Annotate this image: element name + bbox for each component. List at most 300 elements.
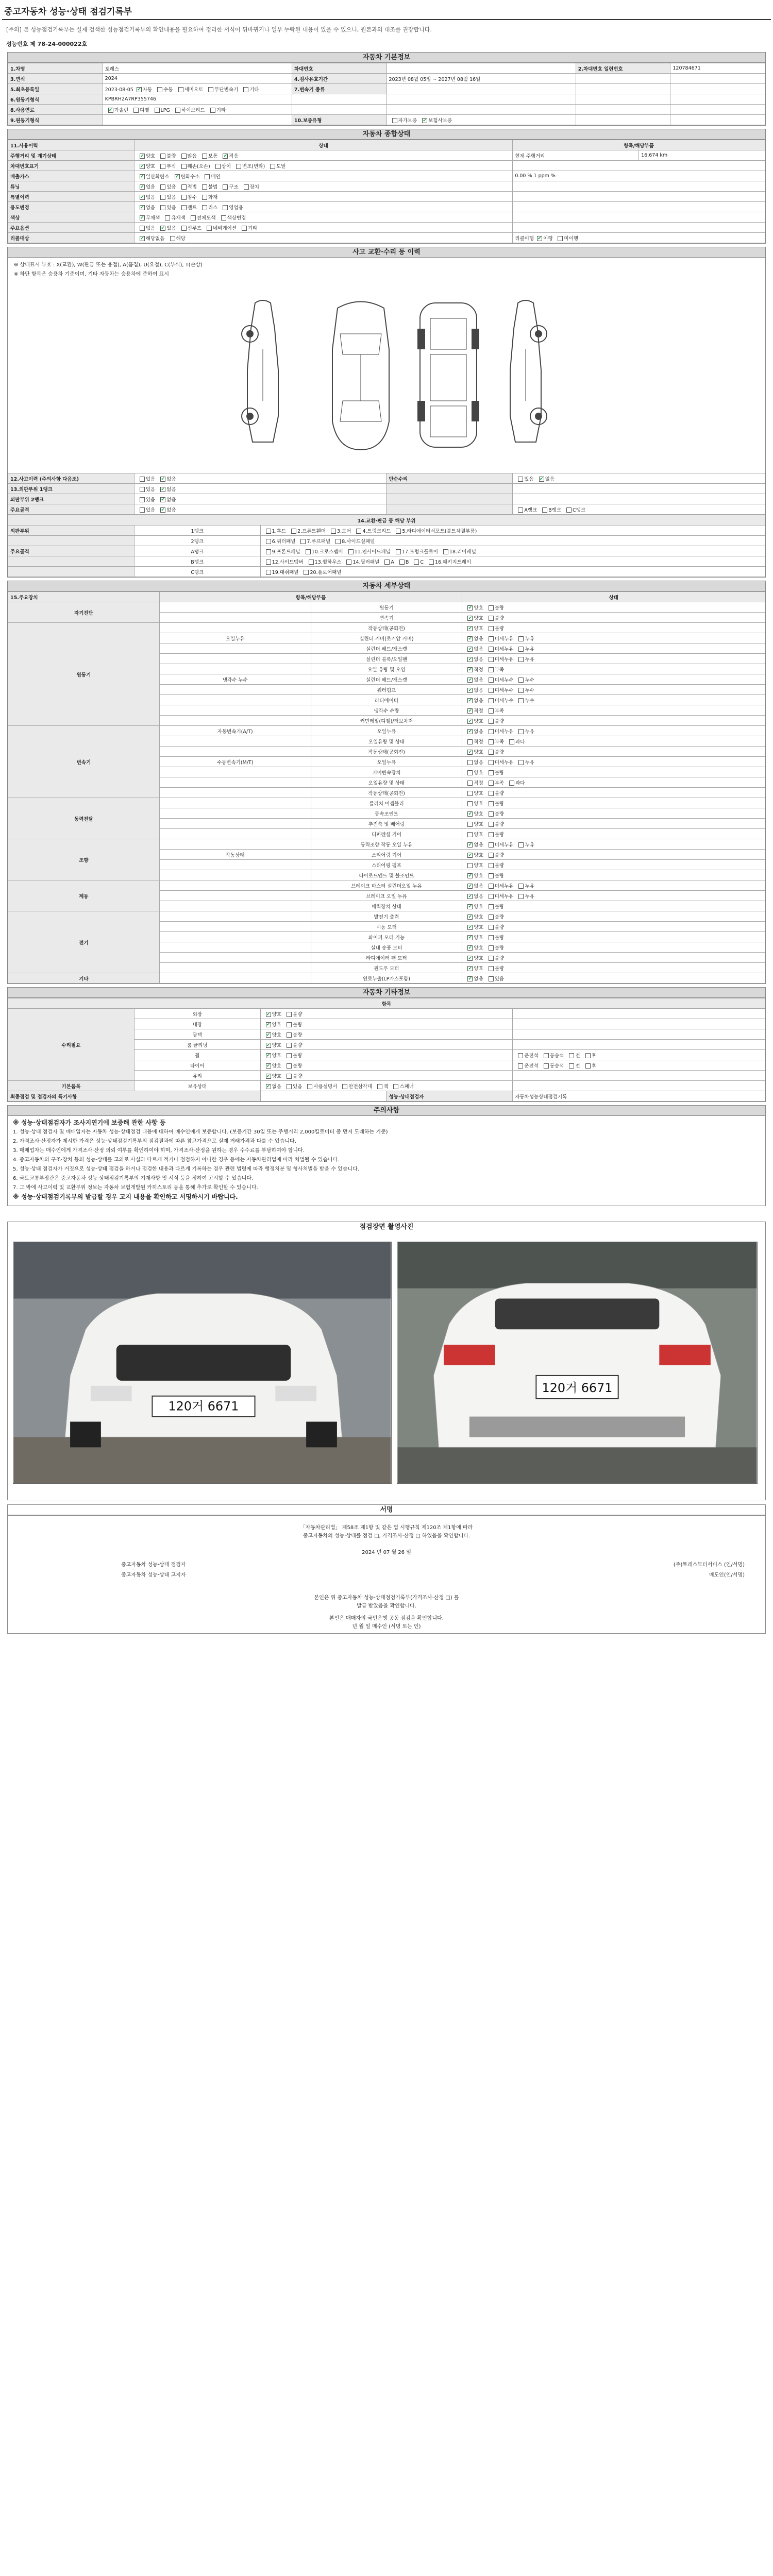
checkbox-option[interactable] bbox=[485, 964, 504, 972]
checkbox-option[interactable] bbox=[464, 789, 483, 796]
checkbox-option[interactable] bbox=[105, 106, 129, 113]
checkbox[interactable] bbox=[489, 863, 494, 868]
checkbox[interactable] bbox=[518, 698, 524, 703]
checkbox-option[interactable] bbox=[485, 831, 504, 838]
checkbox[interactable] bbox=[518, 688, 524, 693]
checkbox[interactable] bbox=[518, 636, 524, 641]
checkbox-option[interactable] bbox=[485, 676, 514, 683]
checkbox[interactable] bbox=[202, 184, 207, 190]
checkbox-option[interactable] bbox=[175, 86, 204, 93]
checkbox-option[interactable] bbox=[464, 727, 483, 735]
checkbox-option[interactable] bbox=[464, 964, 483, 972]
checkbox-option[interactable] bbox=[137, 234, 165, 242]
checkbox-option[interactable] bbox=[389, 116, 417, 124]
checkbox-option[interactable] bbox=[464, 800, 483, 807]
checkbox[interactable] bbox=[467, 636, 473, 641]
checkbox-option[interactable] bbox=[534, 234, 552, 242]
checkbox-option[interactable] bbox=[178, 152, 197, 159]
checkbox[interactable] bbox=[181, 164, 187, 169]
checkbox[interactable] bbox=[331, 529, 336, 534]
checkbox[interactable] bbox=[544, 1063, 549, 1069]
checkbox-option[interactable] bbox=[515, 697, 534, 704]
checkbox-option[interactable] bbox=[157, 152, 176, 159]
checkbox[interactable] bbox=[137, 87, 142, 92]
checkbox[interactable] bbox=[335, 539, 341, 544]
checkbox[interactable] bbox=[348, 549, 354, 554]
checkbox-option[interactable] bbox=[263, 1041, 281, 1048]
checkbox-option[interactable] bbox=[485, 769, 504, 776]
checkbox-option[interactable] bbox=[464, 655, 483, 663]
checkbox-option[interactable] bbox=[199, 193, 217, 200]
checkbox-option[interactable] bbox=[303, 548, 343, 555]
checkbox[interactable] bbox=[489, 884, 494, 889]
checkbox-option[interactable] bbox=[239, 224, 257, 231]
checkbox-option[interactable] bbox=[566, 1062, 580, 1069]
checkbox-option[interactable] bbox=[240, 86, 259, 93]
checkbox[interactable] bbox=[489, 914, 494, 920]
checkbox[interactable] bbox=[414, 560, 419, 565]
checkbox[interactable] bbox=[489, 945, 494, 951]
checkbox[interactable] bbox=[467, 626, 473, 631]
checkbox[interactable] bbox=[467, 873, 473, 878]
checkbox-option[interactable] bbox=[212, 162, 231, 170]
checkbox-option[interactable] bbox=[339, 1082, 372, 1090]
checkbox[interactable] bbox=[170, 236, 175, 241]
checkbox[interactable] bbox=[205, 174, 210, 179]
checkbox-option[interactable] bbox=[157, 485, 176, 493]
checkbox[interactable] bbox=[392, 118, 397, 123]
checkbox[interactable] bbox=[489, 822, 494, 827]
checkbox-option[interactable] bbox=[464, 717, 483, 724]
checkbox[interactable] bbox=[266, 1074, 271, 1079]
checkbox[interactable] bbox=[287, 1032, 292, 1038]
checkbox-option[interactable] bbox=[157, 162, 176, 170]
checkbox-option[interactable] bbox=[220, 152, 238, 159]
checkbox-option[interactable] bbox=[485, 779, 504, 786]
checkbox[interactable] bbox=[266, 1063, 271, 1069]
checkbox-option[interactable] bbox=[464, 892, 483, 900]
checkbox[interactable] bbox=[467, 853, 473, 858]
checkbox[interactable] bbox=[489, 842, 494, 848]
checkbox[interactable] bbox=[489, 781, 494, 786]
checkbox-option[interactable] bbox=[566, 1052, 580, 1059]
checkbox[interactable] bbox=[108, 108, 113, 113]
checkbox[interactable] bbox=[266, 549, 271, 554]
checkbox-option[interactable] bbox=[464, 666, 483, 673]
checkbox[interactable] bbox=[287, 1084, 292, 1089]
checkbox[interactable] bbox=[160, 507, 165, 513]
checkbox[interactable] bbox=[396, 529, 401, 534]
checkbox-option[interactable] bbox=[515, 758, 534, 766]
checkbox[interactable] bbox=[569, 1053, 574, 1058]
checkbox-option[interactable] bbox=[464, 841, 483, 848]
checkbox-option[interactable] bbox=[485, 666, 504, 673]
checkbox[interactable] bbox=[140, 215, 145, 221]
checkbox-option[interactable] bbox=[263, 568, 299, 575]
checkbox-option[interactable] bbox=[515, 892, 534, 900]
checkbox-option[interactable] bbox=[263, 1062, 281, 1069]
checkbox[interactable] bbox=[489, 832, 494, 837]
checkbox-option[interactable] bbox=[485, 727, 514, 735]
checkbox-option[interactable] bbox=[515, 655, 534, 663]
checkbox[interactable] bbox=[266, 1022, 271, 1027]
checkbox-option[interactable] bbox=[137, 485, 155, 493]
checkbox-option[interactable] bbox=[332, 537, 375, 545]
checkbox[interactable] bbox=[467, 719, 473, 724]
checkbox-option[interactable] bbox=[137, 152, 155, 159]
checkbox[interactable] bbox=[489, 667, 494, 672]
checkbox-option[interactable] bbox=[464, 851, 483, 858]
checkbox[interactable] bbox=[467, 935, 473, 940]
checkbox-option[interactable] bbox=[464, 738, 483, 745]
checkbox[interactable] bbox=[140, 487, 145, 492]
checkbox[interactable] bbox=[244, 184, 249, 190]
checkbox[interactable] bbox=[467, 605, 473, 611]
checkbox[interactable] bbox=[155, 108, 160, 113]
checkbox-option[interactable] bbox=[464, 748, 483, 755]
checkbox[interactable] bbox=[467, 760, 473, 765]
checkbox[interactable] bbox=[342, 1084, 347, 1089]
checkbox-option[interactable] bbox=[263, 1010, 281, 1018]
checkbox[interactable] bbox=[266, 1032, 271, 1038]
checkbox-option[interactable] bbox=[263, 537, 296, 545]
checkbox-option[interactable] bbox=[485, 954, 504, 961]
checkbox-option[interactable] bbox=[157, 204, 176, 211]
checkbox[interactable] bbox=[291, 529, 296, 534]
checkbox-option[interactable] bbox=[288, 527, 326, 534]
checkbox-option[interactable] bbox=[485, 934, 504, 941]
checkbox-option[interactable] bbox=[199, 204, 217, 211]
checkbox-option[interactable] bbox=[328, 527, 351, 534]
checkbox-option[interactable] bbox=[283, 1010, 302, 1018]
checkbox-option[interactable] bbox=[464, 686, 483, 693]
checkbox[interactable] bbox=[165, 215, 170, 221]
checkbox[interactable] bbox=[489, 956, 494, 961]
checkbox-option[interactable] bbox=[220, 204, 243, 211]
checkbox[interactable] bbox=[208, 87, 213, 92]
checkbox[interactable] bbox=[140, 226, 145, 231]
checkbox-option[interactable] bbox=[263, 1082, 281, 1090]
checkbox[interactable] bbox=[396, 549, 401, 554]
checkbox[interactable] bbox=[266, 1053, 271, 1058]
checkbox[interactable] bbox=[160, 477, 165, 482]
checkbox[interactable] bbox=[467, 729, 473, 734]
checkbox-option[interactable] bbox=[188, 214, 216, 221]
checkbox[interactable] bbox=[489, 811, 494, 817]
checkbox-option[interactable] bbox=[137, 162, 155, 170]
checkbox[interactable] bbox=[309, 560, 314, 565]
checkbox-option[interactable] bbox=[485, 604, 504, 611]
checkbox-option[interactable] bbox=[515, 727, 534, 735]
checkbox-option[interactable] bbox=[485, 707, 504, 714]
checkbox[interactable] bbox=[160, 195, 165, 200]
checkbox[interactable] bbox=[140, 497, 145, 502]
checkbox-option[interactable] bbox=[396, 560, 409, 565]
checkbox-option[interactable] bbox=[464, 954, 483, 961]
checkbox[interactable] bbox=[140, 164, 145, 169]
checkbox-option[interactable] bbox=[201, 173, 220, 180]
checkbox[interactable] bbox=[266, 560, 271, 565]
checkbox[interactable] bbox=[160, 205, 165, 210]
checkbox[interactable] bbox=[266, 1043, 271, 1048]
checkbox[interactable] bbox=[467, 832, 473, 837]
checkbox[interactable] bbox=[489, 739, 494, 744]
checkbox[interactable] bbox=[140, 236, 145, 241]
checkbox[interactable] bbox=[489, 760, 494, 765]
buyer-signature-line[interactable]: 년 월 일 매수인 (서명 또는 인) bbox=[352, 1624, 421, 1630]
checkbox[interactable] bbox=[537, 236, 542, 241]
checkbox-option[interactable] bbox=[485, 717, 504, 724]
checkbox[interactable] bbox=[539, 477, 544, 482]
checkbox-option[interactable] bbox=[464, 975, 483, 982]
checkbox-option[interactable] bbox=[464, 604, 483, 611]
checkbox-option[interactable] bbox=[172, 173, 200, 180]
checkbox[interactable] bbox=[467, 708, 473, 714]
checkbox[interactable] bbox=[518, 894, 524, 899]
checkbox-option[interactable] bbox=[297, 537, 330, 545]
checkbox[interactable] bbox=[140, 184, 145, 190]
checkbox[interactable] bbox=[467, 781, 473, 786]
checkbox-option[interactable] bbox=[178, 204, 197, 211]
checkbox[interactable] bbox=[223, 205, 228, 210]
checkbox[interactable] bbox=[202, 205, 207, 210]
checkbox[interactable] bbox=[467, 956, 473, 961]
checkbox[interactable] bbox=[266, 1084, 271, 1089]
checkbox-option[interactable] bbox=[172, 106, 205, 113]
checkbox[interactable] bbox=[140, 507, 145, 513]
checkbox-option[interactable] bbox=[162, 214, 186, 221]
checkbox-option[interactable] bbox=[515, 676, 534, 683]
checkbox-option[interactable] bbox=[157, 183, 176, 190]
checkbox-option[interactable] bbox=[485, 903, 504, 910]
checkbox[interactable] bbox=[509, 739, 514, 744]
checkbox[interactable] bbox=[140, 154, 145, 159]
checkbox[interactable] bbox=[467, 884, 473, 889]
checkbox-option[interactable] bbox=[515, 475, 533, 482]
checkbox-option[interactable] bbox=[515, 1052, 539, 1059]
checkbox-option[interactable] bbox=[157, 475, 176, 482]
checkbox-option[interactable] bbox=[137, 496, 155, 503]
checkbox[interactable] bbox=[518, 1053, 523, 1058]
checkbox-option[interactable] bbox=[464, 820, 483, 827]
checkbox-option[interactable] bbox=[137, 214, 160, 221]
checkbox-option[interactable] bbox=[515, 635, 534, 642]
checkbox[interactable] bbox=[287, 1012, 292, 1017]
checkbox[interactable] bbox=[202, 154, 207, 159]
checkbox[interactable] bbox=[489, 626, 494, 631]
checkbox[interactable] bbox=[133, 108, 139, 113]
checkbox-option[interactable] bbox=[464, 810, 483, 817]
checkbox[interactable] bbox=[160, 487, 165, 492]
checkbox-option[interactable] bbox=[207, 106, 226, 113]
checkbox-option[interactable] bbox=[263, 527, 286, 534]
checkbox-option[interactable] bbox=[283, 1021, 302, 1028]
checkbox-option[interactable] bbox=[515, 1062, 539, 1069]
checkbox[interactable] bbox=[467, 616, 473, 621]
checkbox-option[interactable] bbox=[536, 475, 554, 482]
checkbox[interactable] bbox=[544, 1053, 549, 1058]
checkbox-option[interactable] bbox=[485, 944, 504, 951]
checkbox-option[interactable] bbox=[485, 975, 504, 982]
checkbox-option[interactable] bbox=[393, 548, 438, 555]
checkbox-option[interactable] bbox=[582, 1052, 596, 1059]
checkbox[interactable] bbox=[489, 894, 494, 899]
checkbox-option[interactable] bbox=[464, 934, 483, 941]
checkbox-option[interactable] bbox=[390, 1082, 414, 1090]
checkbox-option[interactable] bbox=[137, 224, 155, 231]
checkbox-option[interactable] bbox=[515, 506, 537, 513]
checkbox-option[interactable] bbox=[464, 861, 483, 869]
checkbox-option[interactable] bbox=[263, 1031, 281, 1038]
checkbox[interactable] bbox=[140, 174, 145, 179]
checkbox[interactable] bbox=[429, 560, 434, 565]
checkbox[interactable] bbox=[467, 811, 473, 817]
checkbox-option[interactable] bbox=[137, 204, 155, 211]
checkbox-option[interactable] bbox=[485, 882, 514, 889]
checkbox-option[interactable] bbox=[345, 548, 391, 555]
checkbox[interactable] bbox=[489, 904, 494, 909]
checkbox[interactable] bbox=[306, 549, 311, 554]
checkbox[interactable] bbox=[489, 925, 494, 930]
checkbox[interactable] bbox=[356, 529, 361, 534]
checkbox[interactable] bbox=[467, 667, 473, 672]
checkbox[interactable] bbox=[300, 539, 306, 544]
checkbox[interactable] bbox=[467, 822, 473, 827]
checkbox[interactable] bbox=[518, 677, 524, 683]
checkbox-option[interactable] bbox=[393, 527, 477, 534]
checkbox-option[interactable] bbox=[464, 676, 483, 683]
checkbox[interactable] bbox=[287, 1043, 292, 1048]
checkbox-option[interactable] bbox=[485, 738, 504, 745]
checkbox-option[interactable] bbox=[485, 851, 504, 858]
appraiser-name[interactable]: 매도인(인/서명) bbox=[709, 1572, 745, 1578]
checkbox-option[interactable] bbox=[283, 1062, 302, 1069]
checkbox[interactable] bbox=[266, 539, 271, 544]
checkbox[interactable] bbox=[489, 677, 494, 683]
checkbox[interactable] bbox=[160, 184, 165, 190]
checkbox[interactable] bbox=[489, 853, 494, 858]
checkbox[interactable] bbox=[157, 87, 162, 92]
checkbox-option[interactable] bbox=[485, 655, 514, 663]
checkbox-option[interactable] bbox=[300, 568, 341, 575]
checkbox[interactable] bbox=[518, 477, 523, 482]
checkbox[interactable] bbox=[467, 750, 473, 755]
checkbox[interactable] bbox=[467, 688, 473, 693]
checkbox[interactable] bbox=[518, 507, 523, 513]
checkbox[interactable] bbox=[140, 195, 145, 200]
checkbox[interactable] bbox=[266, 1012, 271, 1017]
checkbox[interactable] bbox=[175, 108, 180, 113]
checkbox[interactable] bbox=[489, 708, 494, 714]
checkbox[interactable] bbox=[518, 842, 524, 848]
checkbox[interactable] bbox=[518, 657, 524, 662]
checkbox[interactable] bbox=[243, 87, 248, 92]
checkbox-option[interactable] bbox=[554, 234, 578, 242]
checkbox-option[interactable] bbox=[485, 872, 504, 879]
checkbox-option[interactable] bbox=[263, 1052, 281, 1059]
checkbox-option[interactable] bbox=[152, 108, 170, 113]
checkbox-option[interactable] bbox=[515, 645, 534, 652]
checkbox-option[interactable] bbox=[157, 506, 176, 513]
checkbox[interactable] bbox=[181, 205, 187, 210]
checkbox[interactable] bbox=[181, 184, 187, 190]
checkbox-option[interactable] bbox=[381, 560, 394, 565]
checkbox-option[interactable] bbox=[304, 1082, 337, 1090]
checkbox-option[interactable] bbox=[137, 173, 170, 180]
checkbox[interactable] bbox=[467, 677, 473, 683]
checkbox-option[interactable] bbox=[263, 548, 300, 555]
checkbox[interactable] bbox=[558, 236, 563, 241]
checkbox-option[interactable] bbox=[263, 1072, 281, 1079]
checkbox[interactable] bbox=[191, 215, 196, 221]
checkbox-option[interactable] bbox=[267, 162, 285, 170]
inspector-name[interactable]: (주)토레스모터서비스 (인/서명) bbox=[673, 1562, 745, 1568]
checkbox[interactable] bbox=[569, 1063, 574, 1069]
checkbox-option[interactable] bbox=[485, 645, 514, 652]
checkbox-option[interactable] bbox=[582, 1062, 596, 1069]
checkbox-option[interactable] bbox=[485, 810, 504, 817]
checkbox[interactable] bbox=[542, 507, 547, 513]
checkbox-option[interactable] bbox=[205, 86, 238, 93]
checkbox[interactable] bbox=[181, 195, 187, 200]
checkbox[interactable] bbox=[467, 647, 473, 652]
checkbox-option[interactable] bbox=[539, 506, 561, 513]
checkbox-option[interactable] bbox=[541, 1052, 564, 1059]
checkbox[interactable] bbox=[346, 560, 351, 565]
checkbox-option[interactable] bbox=[157, 496, 176, 503]
checkbox[interactable] bbox=[304, 570, 309, 575]
checkbox[interactable] bbox=[489, 873, 494, 878]
checkbox-option[interactable] bbox=[154, 86, 173, 93]
checkbox-option[interactable] bbox=[485, 758, 514, 766]
checkbox[interactable] bbox=[467, 698, 473, 703]
checkbox-option[interactable] bbox=[515, 686, 534, 693]
checkbox-option[interactable] bbox=[464, 882, 483, 889]
checkbox[interactable] bbox=[518, 884, 524, 889]
checkbox[interactable] bbox=[422, 118, 427, 123]
checkbox-option[interactable] bbox=[178, 193, 197, 200]
checkbox[interactable] bbox=[181, 226, 187, 231]
checkbox[interactable] bbox=[489, 719, 494, 724]
checkbox[interactable] bbox=[215, 164, 221, 169]
checkbox[interactable] bbox=[307, 1084, 312, 1089]
checkbox[interactable] bbox=[270, 164, 275, 169]
checkbox[interactable] bbox=[489, 966, 494, 971]
checkbox[interactable] bbox=[287, 1074, 292, 1079]
checkbox-option[interactable] bbox=[426, 558, 471, 565]
checkbox-option[interactable] bbox=[563, 506, 585, 513]
checkbox-option[interactable] bbox=[464, 913, 483, 920]
checkbox[interactable] bbox=[467, 657, 473, 662]
checkbox[interactable] bbox=[175, 174, 180, 179]
checkbox[interactable] bbox=[287, 1053, 292, 1058]
checkbox[interactable] bbox=[223, 154, 228, 159]
checkbox[interactable] bbox=[467, 791, 473, 796]
checkbox-option[interactable] bbox=[485, 614, 504, 621]
checkbox[interactable] bbox=[467, 894, 473, 899]
checkbox-option[interactable] bbox=[137, 506, 155, 513]
checkbox[interactable] bbox=[585, 1053, 591, 1058]
checkbox-option[interactable] bbox=[464, 707, 483, 714]
checkbox[interactable] bbox=[207, 226, 212, 231]
checkbox[interactable] bbox=[242, 226, 247, 231]
checkbox-option[interactable] bbox=[485, 913, 504, 920]
checkbox-option[interactable] bbox=[485, 923, 504, 930]
checkbox-option[interactable] bbox=[353, 527, 391, 534]
checkbox-option[interactable] bbox=[157, 193, 176, 200]
checkbox-option[interactable] bbox=[515, 841, 534, 848]
checkbox-option[interactable] bbox=[283, 1082, 302, 1090]
